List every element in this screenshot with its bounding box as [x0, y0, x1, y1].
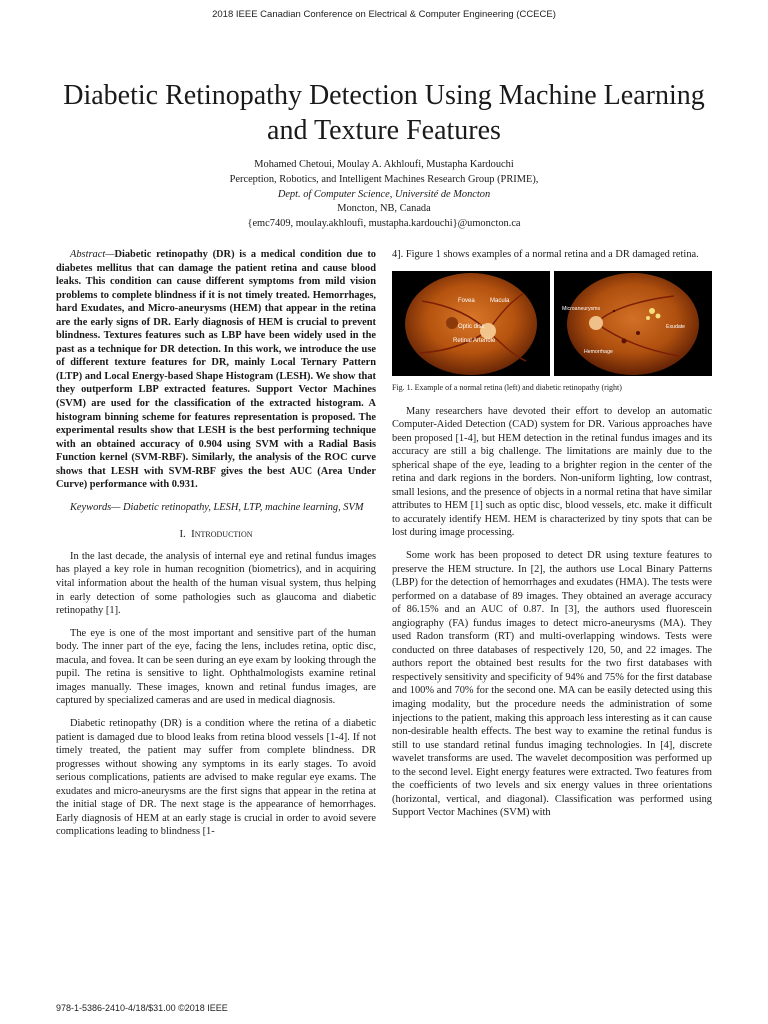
section-title: Introduction: [191, 528, 253, 541]
figure-label: Macula: [490, 297, 510, 304]
keywords: Keywords— Diabetic retinopathy, LESH, LTP, machine learning, SVM: [70, 501, 364, 513]
macula: [446, 317, 458, 329]
author-emails: {emc7409, moulay.akhloufi, mustapha.kardouchi}@umoncton.ca: [247, 218, 521, 230]
copyright-footer: 978-1-5386-2410-4/18/$31.00 ©2018 IEEE: [56, 1003, 228, 1013]
paragraph: The eye is one of the most important and sensitive part of the human body. The inner part of the eye, facing the lens, includes retina, optic disc, macula, and fovea. It can be seen during an eye exam by looking through the pupil. The retina is sensitive to light. Ophthalmologists examine retinal images manually. These images, known and retinal fundus images, are captured by specialized cameras and are used in medical diagnosis.: [56, 627, 376, 707]
left-column: [56, 248, 376, 848]
author-group: Perception, Robotics, and Intelligent Machines Research Group (PRIME),: [229, 173, 539, 185]
hemorrhage-spot: [622, 338, 627, 343]
conference-header: 2018 IEEE Canadian Conference on Electrical & Computer Engineering (CCECE): [212, 9, 556, 20]
figure-label: Fovea: [458, 297, 475, 304]
optic-disc: [589, 316, 603, 330]
hemorrhage-spot: [636, 331, 640, 335]
paragraph-continued: 4]. Figure 1 shows examples of a normal retina and a DR damaged retina.: [392, 249, 699, 260]
figure-label: Hemorrhage: [584, 348, 613, 355]
dr-retina-image: [554, 271, 712, 376]
figure-label: Microaneurysms: [562, 305, 601, 312]
paragraph: Diabetic retinopathy (DR) is a condition where the retina of a diabetic patient is damaged due to blood leaks from retina blood vessels [1-4]. If not timely treated, the patient may suffer from complete blindness. DR progresses without showing any symptoms in its early stages. To avoid serious complications, patients are advised to make regular eye exams. The exudates and micro-aneurysms are the first signs that appear in the retina at the initial stage of DR. The next stage is the appearance of hemorrhages. Early diagnosis of HEM at an early stage is crucial in order to avoid severe complications leading to blindness [1-: [56, 717, 376, 838]
paper-title: Diabetic Retinopathy Detection Using Machine Learning and Texture Features: [63, 80, 705, 146]
author-names: Mohamed Chetoui, Moulay A. Akhloufi, Mustapha Kardouchi: [254, 159, 514, 170]
exudate-spot: [649, 308, 655, 314]
abstract-text: Diabetic retinopathy (DR) is a medical condition due to diabetes mellitus that can damage the patient retina and cause blood leaks. This condition can cause different symptoms from mild vision problems to complete blindness if it is not timely treated. Hemorrhages, hard Exudates, and Micro-aneurysms (HEM) that appear in the retina are the early signs of DR. Early diagnosis of HEM is crucial to prevent blindness. Textures features such as LBP have been widely used in the past as a technique for DR detection. In this work, we introduce the use of different texture features for DR, mainly Local Ternary Pattern (LTP) and Local Energy-based Shape Histogram (LESH). We show that they outperform LBP extracted features. Support Vector Machines (SVM) are used for the classification of the extracted histogram. A histogram binning scheme for features representation is proposed. The experimental results show that LESH is the best performing technique with an obtained accuracy of 0.904 using SVM with a Radial Basis Function kernel (SVM-RBF). Similarly, the analysis of the ROC curve shows that LESH with SVM-RBF gives the best AUC (Area Under Curve) performance with 0.931.: [56, 249, 376, 491]
author-location: Moncton, NB, Canada: [337, 203, 431, 215]
abstract-lead: Abstract—: [70, 249, 115, 260]
exudate-spot: [646, 316, 650, 320]
paragraph: In the last decade, the analysis of internal eye and retinal fundus images has played a key role in human recognition (biometrics), and in acquiring vital information about the health of the human visual system, thus helping in early detection of some pathologies such as glaucoma and diabetic retinopathy [1].: [56, 550, 376, 617]
right-column: [392, 248, 712, 829]
abstract: [56, 248, 376, 492]
author-department: Dept. of Computer Science, Université de Moncton: [277, 188, 491, 200]
normal-retina-image: [392, 271, 550, 376]
paragraph: Many researchers have devoted their effort to develop an automatic Computer-Aided Detection (CAD) system for DR. Various approaches have been proposed [1-4], but HEM detection in the retinal fundus images and its accuracy are still a big challenge. The limitations are mainly due to the spherical shape of the eye, leading to a brighter region in the center of the retina and dark regions in the borders. Non-uniform lighting, low contrast, small lesions, and the presence of objects in a normal retina that have similar attributes to HEM [1] such as optic disc, blood vessels, etc. make it difficult to accurately identify HEM. HEM is characterized by tiny spots that can be lost during image processing.: [392, 405, 712, 539]
figure-caption: Fig. 1. Example of a normal retina (left) and diabetic retinopathy (right): [392, 382, 622, 392]
figure-label: Optic disc: [458, 323, 485, 330]
figure-1: [392, 271, 712, 376]
section-heading: [56, 528, 376, 542]
section-number: I.: [179, 528, 186, 541]
authors-block: [100, 158, 668, 232]
paragraph: Some work has been proposed to detect DR using texture features to preserve the HEM structure. In [2], the authors use Local Binary Patterns (LBP) for the detection of hemorrhages and exudates (HMA). The tests were performed on a database of 89 images. They obtained an average accuracy of 86.15% and an AUC of 0.87. In [3], the authors used fluorescein angiography (FA) fundus images to detect micro-aneurysms (MA). They used Radon transform (RT) and multi-overlapping windows. Tests were conducted on three databases of respectively 120, 50, and 22 images. The authors report the obtained best results for the two first databases with respectively sensitivity and specificity of 94% and 75% for the first database and 100% and 70% for the second one. MA can be easily detected using this imaging modality, but the procedure needs the administration of some injections to the patient, making this approach less interesting as it can cause non-desirable health effects. The best way to examine the retinal fundus is still to use standard retinal fundus imaging technologies. In [4], discrete wavelet transforms are used. The wavelet decomposition was performed up to the second level. Eight energy features were extracted. Two features from the coefficients of two levels and six energy values in three orientations (horizontal, vertical, and diagonal). Classification was performed using Support Vector Machines (SVM) with: [392, 550, 712, 819]
figure-label: Retinal Arteriole: [453, 337, 496, 344]
exudate-spot: [656, 313, 661, 318]
figure-label: Exudate: [666, 323, 686, 330]
microaneurysm-spot: [613, 309, 615, 311]
